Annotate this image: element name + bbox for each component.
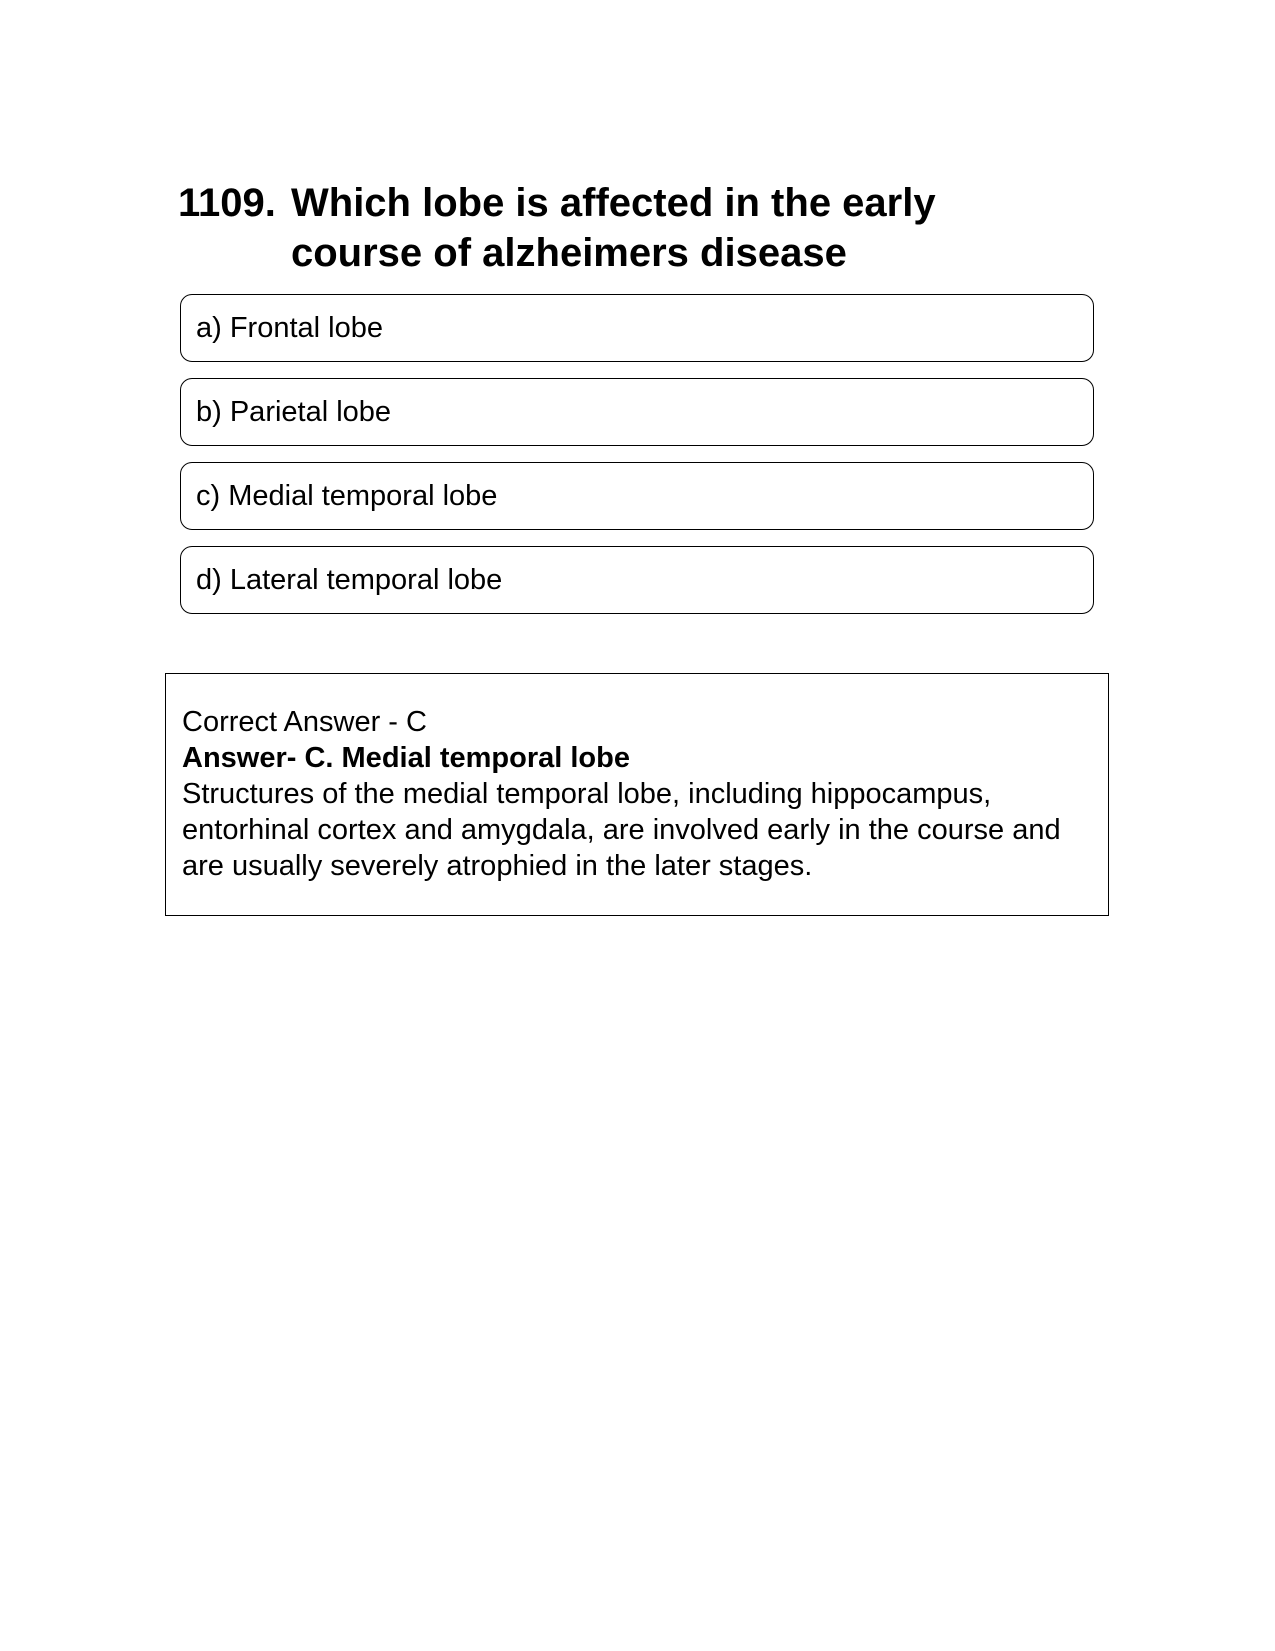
question-text: Which lobe is affected in the early course of alzheimers disease: [291, 181, 936, 275]
correct-answer-line: Correct Answer - C: [182, 706, 427, 738]
answer-explanation: Structures of the medial temporal lobe, including hippocampus, entorhinal cortex and amygdala, are involved early in the course and are usually severely atrophied in the later stages.: [182, 778, 1061, 882]
option-d-label: d) Lateral temporal lobe: [196, 563, 503, 596]
option-a-label: a) Frontal lobe: [196, 311, 383, 344]
option-a[interactable]: [180, 294, 1094, 362]
question-number: 1109.: [178, 181, 276, 225]
question-block: [178, 178, 1098, 278]
option-b-label: b) Parietal lobe: [196, 395, 392, 428]
option-b[interactable]: [180, 378, 1094, 446]
options-list: [180, 294, 1094, 630]
option-c-label: c) Medial temporal lobe: [196, 479, 498, 512]
option-d[interactable]: [180, 546, 1094, 614]
answer-title: Answer- C. Medial temporal lobe: [182, 742, 630, 774]
option-c[interactable]: [180, 462, 1094, 530]
answer-box: [165, 673, 1109, 916]
